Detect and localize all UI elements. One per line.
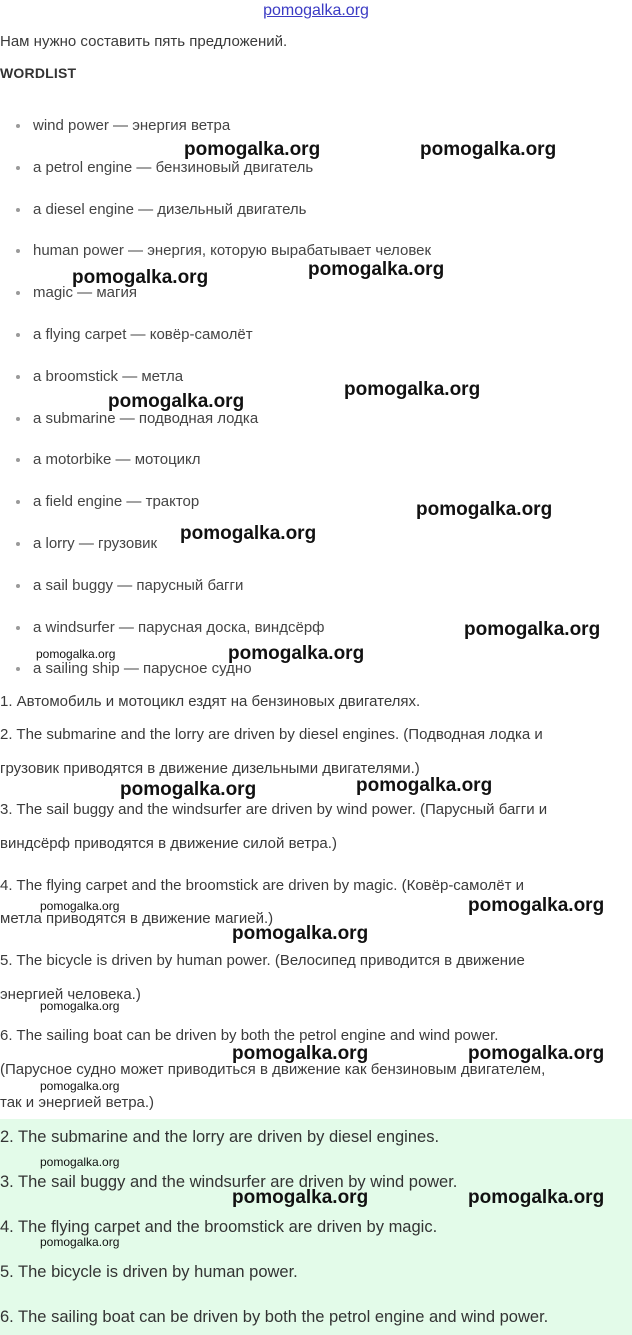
watermark: pomogalka.org bbox=[232, 923, 369, 944]
sentence-2-line-2: грузовик приводятся в движение дизельными двигателями.) bbox=[0, 760, 420, 777]
wordlist-item: a windsurfer — парусная доска, виндсёрф bbox=[0, 607, 431, 649]
watermark: pomogalka.org bbox=[180, 523, 317, 544]
watermark: pomogalka.org bbox=[120, 779, 257, 800]
sentence-5-line-1: 5. The bicycle is driven by human power. (Велосипед приводится в движение bbox=[0, 952, 525, 969]
answer-line: 5. The bicycle is driven by human power. bbox=[0, 1263, 298, 1281]
wordlist-item: a lorry — грузовик bbox=[0, 523, 431, 565]
sentence-5-line-2: энергией человека.) bbox=[0, 986, 141, 1003]
watermark: pomogalka.org bbox=[468, 1187, 605, 1208]
answer-line: 4. The flying carpet and the broomstick are driven by magic. bbox=[0, 1218, 438, 1236]
sentence-3-line-1: 3. The sail buggy and the windsurfer are driven by wind power. (Парусный багги и bbox=[0, 801, 548, 818]
wordlist-item: a petrol engine — бензиновый двигатель bbox=[0, 147, 431, 189]
watermark: pomogalka.org bbox=[468, 1043, 605, 1064]
wordlist-item: wind power — энергия ветра bbox=[0, 105, 431, 147]
sentence-1: 1. Автомобиль и мотоцикл ездят на бензиновых двигателях. bbox=[0, 693, 421, 710]
wordlist-item: a sailing ship — парусное судно bbox=[0, 648, 431, 690]
sentence-4-line-2: метла приводятся в движение магией.) bbox=[0, 910, 274, 927]
watermark: pomogalka.org bbox=[416, 499, 553, 520]
sentence-6-line-2: (Парусное судно может приводиться в движение как бензиновым двигателем, bbox=[0, 1061, 546, 1078]
wordlist-item: human power — энергия, которую вырабатывает человек bbox=[0, 230, 431, 272]
watermark: pomogalka.org bbox=[232, 1187, 369, 1208]
sentence-3-line-2: виндсёрф приводятся в движение силой ветра.) bbox=[0, 835, 337, 852]
answers-box bbox=[0, 1119, 632, 1335]
watermark: pomogalka.org bbox=[228, 643, 365, 664]
watermark: pomogalka.org bbox=[464, 619, 601, 640]
site-link[interactable]: pomogalka.org bbox=[263, 2, 369, 19]
watermark: pomogalka.org bbox=[40, 999, 120, 1013]
wordlist-item: a motorbike — мотоцикл bbox=[0, 439, 431, 481]
watermark: pomogalka.org bbox=[108, 391, 245, 412]
sentence-6-line-1: 6. The sailing boat can be driven by both the petrol engine and wind power. bbox=[0, 1027, 499, 1044]
wordlist-heading: WORDLIST bbox=[0, 65, 77, 81]
watermark: pomogalka.org bbox=[36, 647, 116, 661]
watermark: pomogalka.org bbox=[40, 1079, 120, 1093]
watermark: pomogalka.org bbox=[308, 259, 445, 280]
watermark: pomogalka.org bbox=[40, 899, 120, 913]
watermark: pomogalka.org bbox=[72, 267, 209, 288]
watermark: pomogalka.org bbox=[40, 1155, 120, 1169]
sentence-6-line-3: так и энергией ветра.) bbox=[0, 1094, 155, 1111]
answer-line: 3. The sail buggy and the windsurfer are driven by wind power. bbox=[0, 1173, 458, 1191]
watermark: pomogalka.org bbox=[184, 139, 321, 160]
watermark: pomogalka.org bbox=[420, 139, 557, 160]
watermark: pomogalka.org bbox=[468, 895, 605, 916]
sentence-4-line-1: 4. The flying carpet and the broomstick are driven by magic. (Ковёр-самолёт и bbox=[0, 877, 524, 894]
wordlist-item: a flying carpet — ковёр-самолёт bbox=[0, 314, 431, 356]
watermark: pomogalka.org bbox=[356, 775, 493, 796]
answer-line: 2. The submarine and the lorry are driven by diesel engines. bbox=[0, 1128, 440, 1146]
wordlist-item: a submarine — подводная лодка bbox=[0, 398, 431, 440]
wordlist-item: magic — магия bbox=[0, 272, 431, 314]
wordlist-item: a broomstick — метла bbox=[0, 356, 431, 398]
sentence-2-line-1: 2. The submarine and the lorry are driven by diesel engines. (Подводная лодка и bbox=[0, 726, 543, 743]
answer-line: 6. The sailing boat can be driven by both the petrol engine and wind power. bbox=[0, 1308, 549, 1326]
wordlist-item: a sail buggy — парусный багги bbox=[0, 565, 431, 607]
wordlist-item: a field engine — трактор bbox=[0, 481, 431, 523]
watermark: pomogalka.org bbox=[40, 1235, 120, 1249]
wordlist-item: a diesel engine — дизельный двигатель bbox=[0, 189, 431, 231]
watermark: pomogalka.org bbox=[344, 379, 481, 400]
watermark: pomogalka.org bbox=[232, 1043, 369, 1064]
intro-text: Нам нужно составить пять предложений. bbox=[0, 33, 288, 50]
